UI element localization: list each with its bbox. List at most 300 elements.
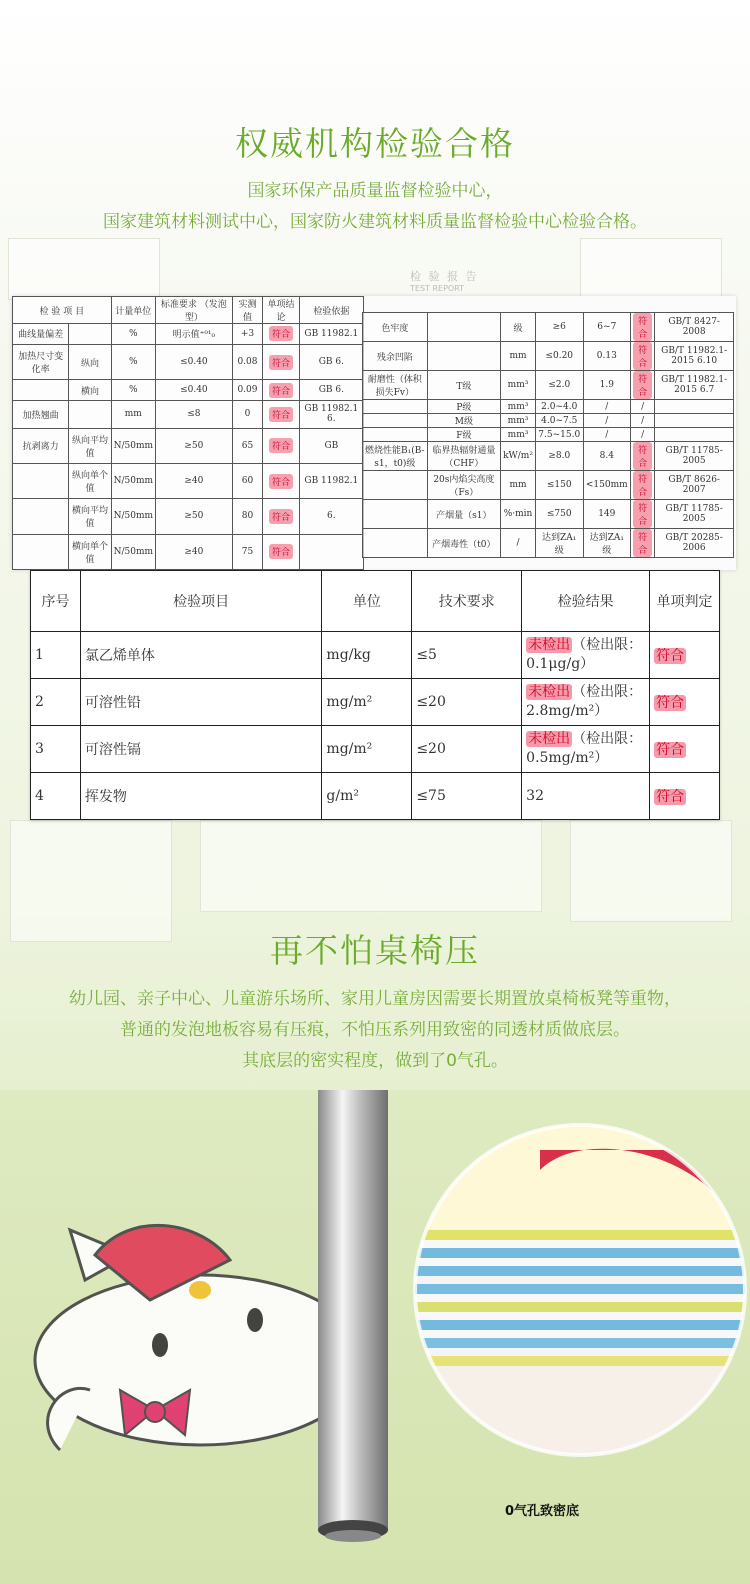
main-report: [30, 570, 720, 820]
section2-line1: 幼儿园、亲子中心、儿童游乐场所、家用儿童房因需要长期置放桌椅板凳等重物，: [69, 989, 681, 1009]
cell-text: GB/T 11785-2005: [665, 504, 723, 524]
left-report-cell-val: [232, 344, 263, 379]
table-row: [13, 499, 364, 534]
left-report-cell-basis: [299, 499, 363, 534]
table-row: [31, 632, 720, 679]
right-report-cell-req: [535, 442, 583, 471]
right-report-cell-val: [583, 371, 631, 400]
cell-text: 1.9: [599, 380, 614, 390]
right-report-cell-unit: [501, 400, 536, 414]
cell-text: T级: [456, 381, 472, 392]
cell-text: 符合: [633, 371, 652, 399]
right-report-cell-unit: [501, 428, 536, 442]
cell-text: mm³: [507, 429, 529, 440]
cell-text: mm³: [507, 401, 529, 412]
right-report-cell-result: [631, 313, 655, 342]
left-report-cell-val: [232, 534, 263, 569]
cell-text: ≥8.0: [548, 451, 571, 461]
cell-text: GB 11982.1 6.: [304, 404, 359, 425]
right-report-cell-basis: [655, 500, 734, 529]
right-report-cell-sub: [427, 428, 500, 442]
right-report-cell-item: [363, 313, 428, 342]
left-report-cell-sub: [69, 534, 111, 569]
cell-text: 符合: [633, 500, 652, 528]
left-report-cell-basis: [299, 463, 363, 498]
left-report-cell-val: [232, 499, 263, 534]
cell-text: mm: [509, 351, 527, 361]
cell-text: 纵向平均值: [71, 435, 108, 459]
not-detected-stamp: 未检出: [528, 637, 571, 653]
section2-line2: 普通的发泡地板容易有压痕，不怕压系列用致密的同透材质做底层。: [120, 1020, 630, 1040]
right-report-cell-result: [631, 529, 655, 558]
right-report-cell-req: [535, 371, 583, 400]
verdict-stamp: 符合: [656, 648, 685, 664]
row-number: 3: [31, 726, 81, 773]
right-report-cell-basis: [655, 414, 734, 428]
main-header-cell: 单项判定: [650, 571, 720, 632]
table-row: [363, 471, 734, 500]
cell-text: 横向单个值: [71, 541, 108, 565]
right-report-cell-item: [363, 428, 428, 442]
cell-text: mm³: [507, 380, 529, 390]
table-row: [363, 442, 734, 471]
left-report-cell-req: [156, 344, 233, 379]
test-result: [522, 726, 650, 773]
result-line2: 0.1μg/g）: [526, 656, 595, 672]
cell-text: 抗剥离力: [22, 442, 59, 453]
right-report-cell-req: [535, 471, 583, 500]
cell-text: N/50mm: [113, 546, 154, 557]
left-report-header-cell: 实测值: [232, 297, 263, 324]
left-report-cell-unit: [111, 499, 155, 534]
table-row: [13, 463, 364, 498]
right-report-cell-result: [631, 428, 655, 442]
floor-illustration: [0, 1090, 750, 1584]
verdict: [650, 679, 720, 726]
cell-text: 符合: [633, 471, 652, 499]
section1-line1: 国家环保产品质量监督检验中心，: [247, 181, 503, 201]
right-report-cell-unit: [501, 471, 536, 500]
right-report-cell-result: [631, 371, 655, 400]
cell-text: ≤0.40: [180, 385, 208, 396]
left-report-cell-result: [263, 534, 299, 569]
left-report-cell-basis: [299, 428, 363, 463]
result-line2: 2.8mg/m²）: [526, 703, 609, 719]
cell-text: ≥40: [184, 546, 204, 557]
left-report-cell-result: [263, 428, 299, 463]
right-report-cell-req: [535, 529, 583, 558]
left-report-cell-sub: [69, 401, 111, 428]
left-report-cell-item: [13, 428, 69, 463]
cell-text: GB 11982.1: [304, 328, 359, 339]
left-report-cell-item: [13, 324, 69, 345]
cell-text: 符合: [633, 442, 652, 470]
right-report-cell-basis: [655, 529, 734, 558]
right-report-cell-unit: [501, 414, 536, 428]
not-detected-stamp: 未检出: [528, 684, 571, 700]
main-header-cell: 检验项目: [80, 571, 322, 632]
right-report-cell-sub: [427, 500, 500, 529]
cell-text: %: [129, 357, 138, 368]
cell-text: 75: [241, 546, 254, 557]
right-report-cell-val: [583, 313, 631, 342]
left-report-cell-val: [232, 463, 263, 498]
cell-text: P级: [456, 403, 472, 413]
cell-text: /: [605, 401, 609, 412]
cell-text: GB/T 8427-2008: [668, 317, 720, 337]
result-line1: [526, 683, 645, 702]
right-report-cell-unit: [501, 342, 536, 371]
cell-text: %: [129, 385, 138, 396]
section2-title: 再不怕桌椅压: [270, 931, 480, 970]
cell-text: 149: [598, 509, 616, 519]
left-report-cell-result: [263, 324, 299, 345]
right-report-cell-val: [583, 471, 631, 500]
verdict-stamp: 符合: [656, 695, 685, 711]
unit: g/m²: [322, 773, 412, 820]
left-report-cell-item: [13, 534, 69, 569]
left-report-cell-req: [156, 380, 233, 401]
right-report-cell-req: [535, 400, 583, 414]
faint-document: [8, 238, 160, 300]
left-report-cell-val: [232, 380, 263, 401]
table-row: [31, 726, 720, 773]
cell-text: 产烟毒性（t0）: [432, 539, 496, 550]
right-report-cell-basis: [655, 442, 734, 471]
left-report-cell-item: [13, 463, 69, 498]
left-report-cell-unit: [111, 534, 155, 569]
left-report-cell-req: [156, 534, 233, 569]
cell-text: 横向平均值: [71, 506, 108, 530]
right-report-cell-basis: [655, 400, 734, 414]
cell-text: 7.5~15.0: [538, 429, 581, 440]
left-report-cell-req: [156, 463, 233, 498]
left-report-cell-req: [156, 499, 233, 534]
cell-text: ≤8: [187, 409, 201, 420]
row-number: 1: [31, 632, 81, 679]
cell-text: 横向: [80, 386, 99, 397]
left-report-cell-sub: [69, 463, 111, 498]
cell-text: 符合: [269, 474, 293, 489]
section1-text: [0, 176, 750, 238]
cell-text: 符合: [269, 383, 293, 398]
right-report-cell-sub: [427, 313, 500, 342]
result-detail: （检出限：: [572, 684, 643, 700]
left-report-cell-unit: [111, 324, 155, 345]
cell-text: 符合: [269, 544, 293, 559]
left-report-header-cell: 标准要求 （发泡型）: [156, 297, 233, 324]
cell-text: F级: [456, 431, 472, 441]
left-report-table: [12, 296, 364, 570]
cell-text: /: [516, 538, 520, 548]
section2-line3: 其底层的密实程度，做到了0气孔。: [242, 1051, 508, 1071]
cell-text: ≥6: [552, 322, 566, 332]
cell-text: 达到ZA₁级: [589, 533, 624, 556]
cell-text: GB/T 11982.1-2015 6.10: [661, 346, 728, 366]
cell-text: GB 6.: [318, 385, 344, 396]
cell-text: mm³: [507, 415, 529, 426]
cell-text: 0.09: [237, 385, 258, 396]
table-row: [13, 344, 364, 379]
requirement: ≤75: [412, 773, 522, 820]
cell-text: GB 11982.1: [304, 476, 359, 487]
cell-text: ≤0.20: [545, 351, 574, 361]
right-report-cell-result: [631, 500, 655, 529]
left-report-cell-val: [232, 401, 263, 428]
main-report-table: [30, 570, 720, 820]
cell-text: %·min: [503, 509, 533, 519]
cell-text: ≥40: [184, 476, 204, 487]
table-row: [363, 428, 734, 442]
cell-text: 8.4: [599, 451, 614, 461]
left-report-cell-val: [232, 324, 263, 345]
right-report-cell-result: [631, 342, 655, 371]
right-report-cell-sub: [427, 414, 500, 428]
right-report-cell-sub: [427, 371, 500, 400]
cell-text: /: [605, 429, 609, 440]
left-report-cell-sub: [69, 428, 111, 463]
unit: mg/m²: [322, 726, 412, 773]
right-report-cell-item: [363, 500, 428, 529]
right-report-cell-val: [583, 442, 631, 471]
table-row: [31, 679, 720, 726]
left-report-cell-unit: [111, 428, 155, 463]
cell-text: 符合: [633, 342, 652, 370]
chair-leg: [318, 1090, 388, 1530]
main-header-cell: 序号: [31, 571, 81, 632]
cell-text: GB: [324, 440, 339, 451]
right-report-cell-sub: [427, 529, 500, 558]
cell-text: 符合: [633, 529, 652, 557]
left-report-cell-basis: [299, 324, 363, 345]
left-report-cell-unit: [111, 380, 155, 401]
cell-text: 曲线量偏差: [18, 330, 64, 341]
cell-text: GB/T 11982.1-2015 6.7: [661, 375, 728, 395]
left-report-cell-item: [13, 344, 69, 379]
cell-text: 符合: [269, 407, 293, 422]
faint-document: [10, 820, 172, 942]
cell-text: %: [129, 328, 138, 339]
right-report-cell-val: [583, 342, 631, 371]
left-report-header-cell: 计量单位: [111, 297, 155, 324]
right-report-cell-item: [363, 400, 428, 414]
cell-text: GB/T 8626-2007: [668, 475, 720, 495]
cell-text: 燃烧性能B₁(B-s1，t0)级: [365, 446, 425, 469]
left-report-header-cell: 检验依据: [299, 297, 363, 324]
right-report-cell-sub: [427, 342, 500, 371]
cell-text: 符合: [269, 326, 293, 341]
cell-text: GB/T 20285-2006: [665, 533, 723, 553]
cell-text: 2.0~4.0: [541, 401, 578, 412]
left-report-cell-req: [156, 401, 233, 428]
right-report-cell-item: [363, 371, 428, 400]
cell-text: 符合: [269, 355, 293, 370]
right-report-cell-val: [583, 400, 631, 414]
report-header-subtitle: TEST REPORT: [410, 284, 465, 293]
right-report-cell-unit: [501, 529, 536, 558]
result-detail: 32: [526, 787, 544, 804]
right-report-cell-basis: [655, 342, 734, 371]
table-row: [363, 371, 734, 400]
cell-text: 符合: [269, 509, 293, 524]
table-row: [363, 342, 734, 371]
cell-text: 达到ZA₁级: [542, 533, 577, 556]
requirement: ≤20: [412, 726, 522, 773]
test-item: 可溶性铅: [80, 679, 322, 726]
table-row: [363, 313, 734, 342]
test-item: 可溶性镉: [80, 726, 322, 773]
right-report-cell-val: [583, 500, 631, 529]
right-report-cell-unit: [501, 313, 536, 342]
cell-text: 80: [241, 511, 254, 522]
requirement: ≤5: [412, 632, 522, 679]
scanned-report: [12, 296, 736, 570]
cell-text: 0.13: [596, 351, 617, 361]
right-report-cell-basis: [655, 313, 734, 342]
cell-text: <150mm: [585, 480, 628, 490]
cell-text: 6.: [327, 511, 336, 522]
row-number: 4: [31, 773, 81, 820]
section2-text: [0, 984, 750, 1077]
right-report-cell-item: [363, 529, 428, 558]
cell-text: /: [605, 415, 609, 426]
cell-text: 级: [513, 323, 523, 334]
table-row: [363, 500, 734, 529]
cell-text: 明示值⁺⁰¹₀: [172, 330, 216, 341]
right-report-cell-basis: [655, 428, 734, 442]
unit: mg/kg: [322, 632, 412, 679]
left-report-cell-sub: [69, 499, 111, 534]
section1-line2: 国家建筑材料测试中心，国家防火建筑材料质量监督检验中心检验合格。: [103, 212, 647, 232]
table-row: [31, 773, 720, 820]
cell-text: M级: [454, 417, 473, 427]
not-detected-stamp: 未检出: [528, 731, 571, 747]
right-report-cell-req: [535, 428, 583, 442]
right-report-cell-item: [363, 342, 428, 371]
cell-text: ≤150: [546, 480, 572, 490]
cell-text: ≤0.40: [180, 357, 208, 368]
left-report-cell-req: [156, 324, 233, 345]
right-report-cell-val: [583, 414, 631, 428]
cell-text: kW/m²: [503, 451, 533, 461]
faint-document: [570, 820, 732, 922]
cell-text: /: [641, 415, 645, 426]
cell-text: N/50mm: [113, 511, 154, 522]
left-report-cell-item: [13, 380, 69, 401]
left-report-cell-result: [263, 344, 299, 379]
unit: mg/m²: [322, 679, 412, 726]
left-report-cell-sub: [69, 344, 111, 379]
section1-title: 权威机构检验合格: [235, 124, 515, 163]
right-report-cell-req: [535, 313, 583, 342]
left-report-cell-unit: [111, 344, 155, 379]
right-report-cell-unit: [501, 500, 536, 529]
left-report-cell-result: [263, 401, 299, 428]
cell-text: /: [641, 429, 645, 440]
result-line2: 0.5mg/m²）: [526, 750, 609, 766]
verdict-stamp: 符合: [656, 789, 685, 805]
left-report-cell-result: [263, 380, 299, 401]
layers-caption: 0气孔致密底: [505, 1504, 580, 1519]
cell-text: 20s内焰尖高度（Fs）: [433, 475, 495, 498]
main-header-cell: 技术要求: [412, 571, 522, 632]
table-row: [13, 324, 364, 345]
cell-text: GB 6.: [318, 357, 344, 368]
result-line1: [526, 730, 645, 749]
left-report-cell-result: [263, 499, 299, 534]
faint-document: [580, 238, 722, 300]
table-row: [363, 529, 734, 558]
cell-text: 0: [244, 409, 251, 420]
left-report-cell-sub: [69, 380, 111, 401]
table-row: [13, 401, 364, 428]
table-row: [363, 414, 734, 428]
cell-text: 4.0~7.5: [541, 415, 578, 426]
cell-text: 耐磨性（体积损失Fv）: [367, 375, 422, 398]
left-report-cell-item: [13, 499, 69, 534]
cell-text: 6~7: [597, 322, 617, 332]
right-report-cell-result: [631, 414, 655, 428]
right-report-cell-result: [631, 471, 655, 500]
left-report-cell-result: [263, 463, 299, 498]
right-report-cell-result: [631, 400, 655, 414]
left-report-cell-basis: [299, 401, 363, 428]
cell-text: 纵向: [80, 358, 99, 369]
left-report-header-cell: 单项结论: [263, 297, 299, 324]
left-report-cell-val: [232, 428, 263, 463]
cell-text: 临界热辐射通量（CHF）: [432, 446, 496, 469]
report-header: [410, 268, 479, 293]
left-report-cell-item: [13, 401, 69, 428]
report-header-title: 检 验 报 告: [410, 270, 479, 283]
right-report-cell-basis: [655, 371, 734, 400]
cell-text: 产烟量（s1）: [436, 510, 492, 521]
cell-text: +3: [240, 328, 255, 339]
cell-text: 65: [241, 440, 254, 451]
main-header-cell: 单位: [322, 571, 412, 632]
result-detail: （检出限：: [572, 637, 643, 653]
right-report-cell-req: [535, 500, 583, 529]
test-item: 氯乙烯单体: [80, 632, 322, 679]
right-report-cell-req: [535, 414, 583, 428]
test-result: [522, 773, 650, 820]
cell-text: ≤2.0: [548, 380, 571, 390]
requirement: ≤20: [412, 679, 522, 726]
left-report-cell-basis: [299, 380, 363, 401]
result-line1: [526, 636, 645, 655]
result-line1: [526, 787, 645, 806]
cell-text: mm: [124, 409, 142, 420]
cell-text: 加热尺寸变化率: [18, 352, 64, 376]
test-item: 挥发物: [80, 773, 322, 820]
right-report-cell-item: [363, 414, 428, 428]
cell-text: /: [641, 401, 645, 412]
right-report-cell-unit: [501, 371, 536, 400]
cell-text: 符合: [633, 313, 652, 341]
left-report-cell-sub: [69, 324, 111, 345]
cell-text: 0.08: [237, 357, 258, 368]
right-report-cell-basis: [655, 471, 734, 500]
verdict-stamp: 符合: [656, 742, 685, 758]
right-report-cell-item: [363, 471, 428, 500]
table-row: [363, 400, 734, 414]
left-report-cell-basis: [299, 344, 363, 379]
cell-text: mm: [509, 480, 527, 490]
right-report-cell-sub: [427, 471, 500, 500]
left-report-cell-basis: [299, 534, 363, 569]
right-report-cell-result: [631, 442, 655, 471]
right-report-table: [362, 312, 734, 558]
